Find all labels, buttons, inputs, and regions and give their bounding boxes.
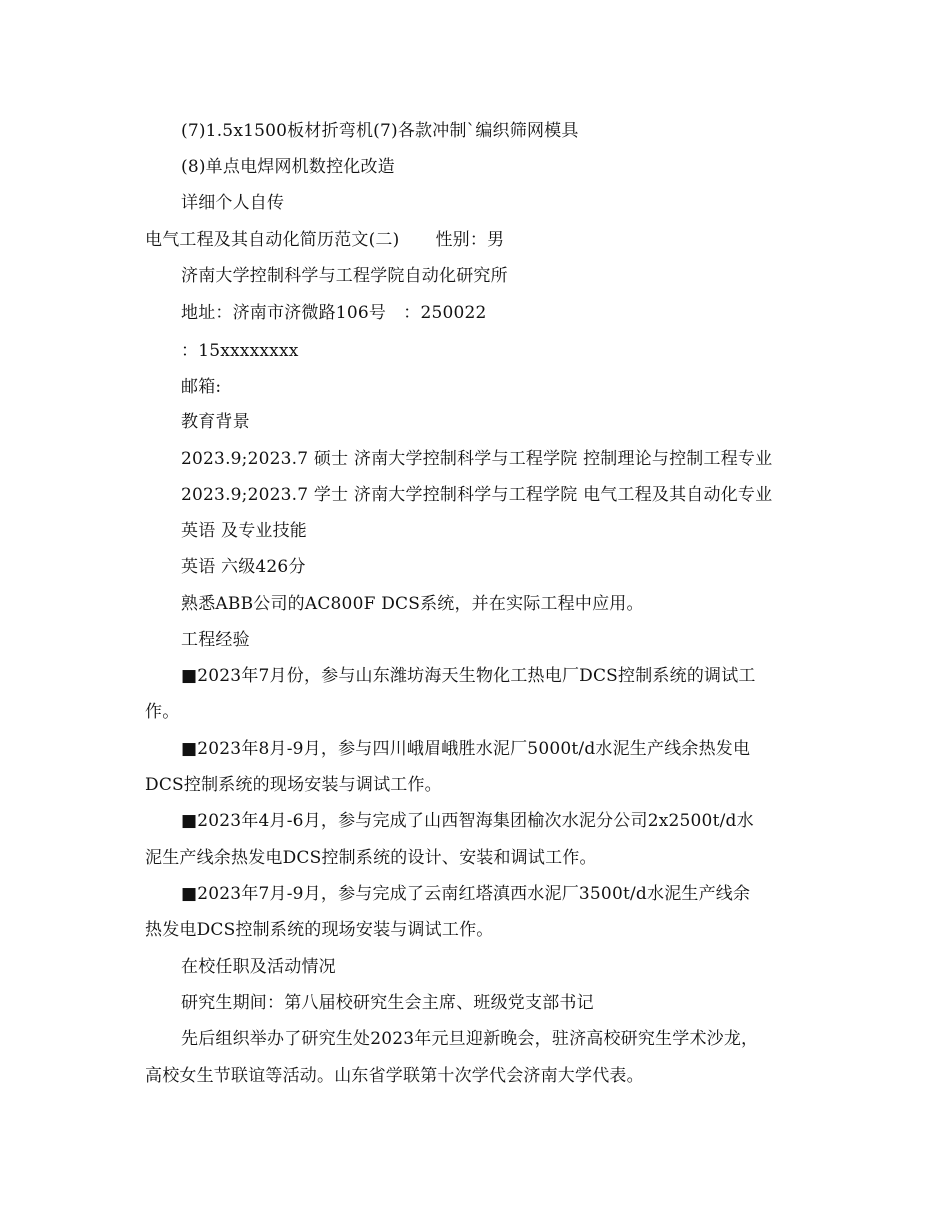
skill-english: 英语 六级426分 [181, 557, 306, 577]
campus-role: 研究生期间：第八届校研究生会主席、班级党支部书记 [181, 993, 594, 1013]
text-line-3: 详细个人自传 [181, 193, 285, 213]
text-line-email: 邮箱: [181, 377, 222, 397]
text-line-1: (7)1.5x1500板材折弯机(7)各款冲制`编织筛网模具 [181, 121, 579, 141]
gender-field: 性别：男 [435, 230, 505, 250]
text-line-phone: ：15xxxxxxxx [181, 341, 299, 361]
resume-title: 电气工程及其自动化简历范文(二) [145, 230, 400, 250]
skill-dcs: 熟悉ABB公司的AC800F DCS系统，并在实际工程中应用。 [181, 594, 644, 614]
experience-4-line-1: ■2023年7月-9月，参与完成了云南红塔滇西水泥厂3500t/d水泥生产线余 [181, 884, 751, 904]
text-line-address: 地址：济南市济微路106号 ：250022 [181, 303, 487, 323]
resume-title-line [145, 230, 504, 250]
experience-2-line-1: ■2023年8月-9月，参与四川峨眉峨胜水泥厂5000t/d水泥生产线余热发电 [181, 739, 751, 759]
text-line-2: (8)单点电焊网机数控化改造 [181, 157, 395, 177]
campus-activities-line-1: 先后组织举办了研究生处2023年元旦迎新晚会，驻济高校研究生学术沙龙， [181, 1029, 759, 1049]
experience-3-line-2: 泥生产线余热发电DCS控制系统的设计、安装和调试工作。 [145, 848, 597, 868]
experience-1-line-2: 作。 [145, 702, 180, 722]
campus-activities-line-2: 高校女生节联谊等活动。山东省学联第十次学代会济南大学代表。 [145, 1066, 644, 1086]
section-skills: 英语 及专业技能 [181, 521, 308, 541]
text-line-institute: 济南大学控制科学与工程学院自动化研究所 [181, 266, 508, 286]
section-experience: 工程经验 [181, 630, 250, 650]
education-masters: 2023.9;2023.7 硕士 济南大学控制科学与工程学院 控制理论与控制工程专业 [181, 449, 773, 469]
experience-4-line-2: 热发电DCS控制系统的现场安装与调试工作。 [145, 920, 494, 940]
experience-3-line-1: ■2023年4月-6月，参与完成了山西智海集团榆次水泥分公司2x2500t/d水 [181, 811, 754, 831]
experience-1-line-1: ■2023年7月份，参与山东潍坊海天生物化工热电厂DCS控制系统的调试工 [181, 666, 756, 686]
experience-2-line-2: DCS控制系统的现场安装与调试工作。 [145, 775, 442, 795]
education-bachelors: 2023.9;2023.7 学士 济南大学控制科学与工程学院 电气工程及其自动化专业 [181, 485, 773, 505]
section-campus-activities: 在校任职及活动情况 [181, 957, 336, 977]
section-education: 教育背景 [181, 412, 250, 432]
